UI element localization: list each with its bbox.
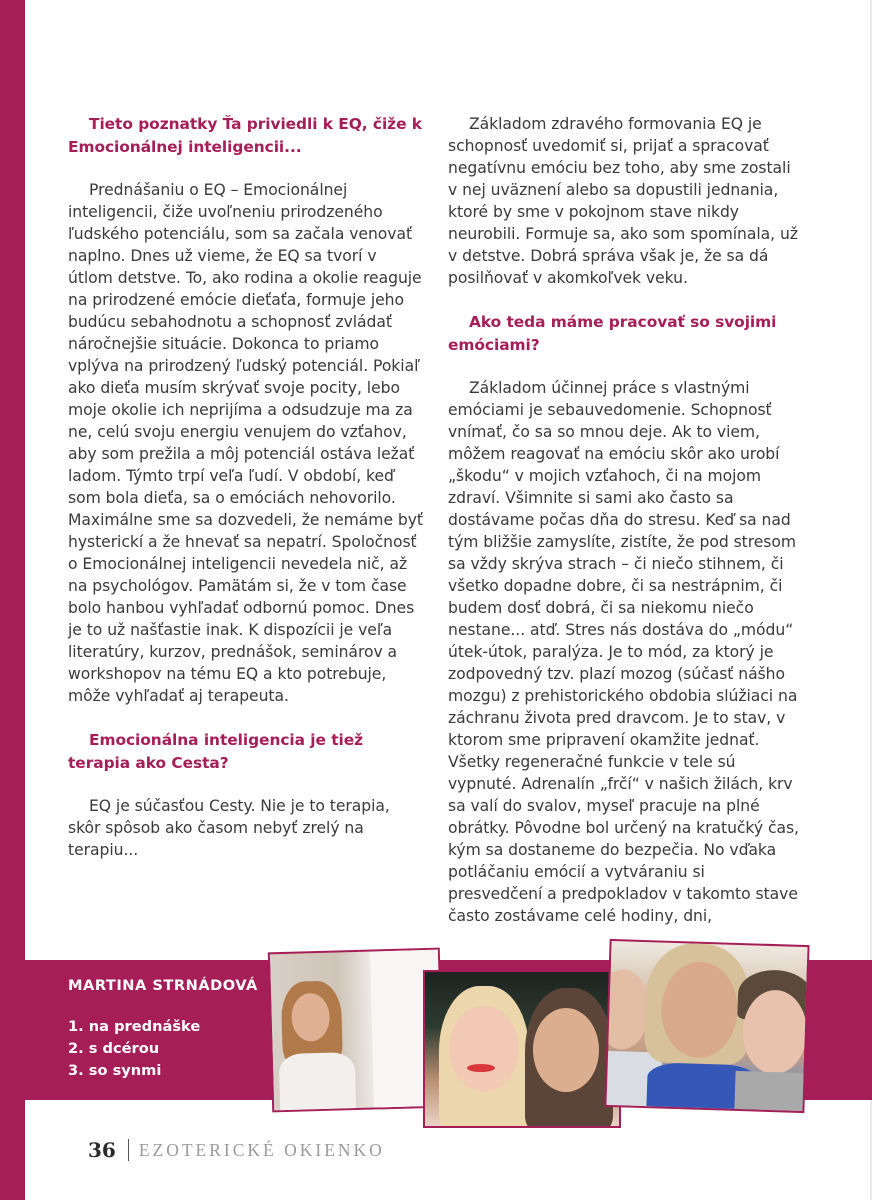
footer-divider [128, 1139, 129, 1161]
photo-with-daughter [423, 970, 621, 1128]
paragraph: Prednášaniu o EQ – Emocionálnej inteligencii, čiže uvoľneniu prirodzeného ľudského potenciálu, som sa začala venovať naplno. Dnes už vieme, že EQ sa tvorí v útlom detstve. To, ako rodina a okolie reaguje na prirodzené emócie dieťaťa, formuje jeho budúcu sebahodnotu a schopnosť zvládať náročnejšie situácie. Dokonca to priamo vplýva na prirodzený ľudský potenciál. Pokiaľ ako dieťa musím skrývať svoje pocity, lebo moje okolie ich neprijíma a odsudzuje ma za ne, celú svoju energiu venujem do vzťahov, aby som prežila a môj potenciál ostáva ležať ladom. Týmto trpí veľa ľudí. V období, keď som bola dieťa, sa o emóciách nehovorilo. Maximálne sme sa dozvedeli, že nemáme byť hysterickí a že hnevať sa nepatrí. Spoločnosť o Emocionálnej inteligencii nevedela nič, až na psychológov. Pamätám si, že v tom čase bolo hanbou vyhľadať odbornú pomoc. Dnes je to už našťastie inak. K dispozícii je veľa literatúry, kurzov, prednášok, seminárov a workshopov na tému EQ a kto potrebuje, môže vyhľadať aj terapeuta. [68, 181, 423, 705]
section-heading: Emocionálna inteligencia je tiež terapia ako Cesta? [68, 731, 364, 772]
mother-face [533, 1008, 599, 1092]
left-accent-bar [0, 0, 25, 1200]
daughter-face [449, 1006, 519, 1092]
caption-item: 1. na prednáške [68, 1018, 201, 1035]
son-right-face [742, 989, 809, 1075]
section-heading: Ako teda máme pracovať so svojimi emóciami? [448, 313, 777, 354]
magazine-name: EZOTERICKÉ OKIENKO [138, 1139, 385, 1160]
section-heading: Tieto poznatky Ťa priviedli k EQ, čiže k Emocionálnej inteligencii... [68, 115, 422, 156]
person-shirt [279, 1052, 357, 1112]
photo-with-sons [604, 939, 809, 1113]
page-footer [88, 1138, 385, 1162]
article-column-left [68, 113, 424, 883]
page-number: 36 [88, 1138, 116, 1162]
son-right-shirt [734, 1071, 807, 1113]
caption-person-name: MARTINA STRNÁDOVÁ [68, 977, 258, 994]
paragraph: Základom zdravého formovania EQ je schopnosť uvedomiť si, prijať a spracovať negatívnu emóciu bez toho, aby sme zostali v nej uväznení alebo sa dopustili jednania, ktoré by sme v pokojnom stave nikdy neurobili. Formuje sa, ako som spomínala, už v detstve. Dobrá správa však je, že sa dá posilňovať v akomkoľvek veku. [448, 115, 798, 287]
daughter-lips [467, 1064, 495, 1072]
paragraph: Základom účinnej práce s vlastnými emóciami je sebauvedomenie. Schopnosť vnímať, čo sa so mnou deje. Ak to viem, môžem reagovať na emóciu skôr ako urobí „škodu“ v mojich vzťahoch, či na mojom zdraví. Všimnite si sami ako často sa dostávame počas dňa do stresu. Keď sa nad tým bližšie zamyslíte, zistíte, že pod stresom sa vždy skrýva strach – či niečo stihnem, či všetko dopadne dobre, či sa nestrápnim, či budem dosť dobrá, či sa niekomu niečo nestane... atď. Stres nás dostáva do „módu“ útek-útok, paralýza. Je to mód, za ktorý je zodpovedný tzv. plazí mozog (súčasť nášho mozgu) z prehistorického obdobia slúžiaci na záchranu života pred dravcom. Je to stav, v ktorom sme pripravení okamžite jednať. Všetky regeneračné funkcie v tele sú vypnuté. Adrenalín „frčí“ v našich žilách, krv sa valí do svalov, myseľ pracuje na plné obrátky. Pôvodne bol určený na kratučký čas, kým sa dostaneme do bezpečia. No vďaka potláčaniu emócií a vytváraniu si presvedčení a predpokladov v takomto stave často zostávame celé hodiny, dni, [448, 379, 799, 925]
paragraph: EQ je súčasťou Cesty. Nie je to terapia, skôr spôsob ako časom nebyť zrelý na terapiu... [68, 797, 390, 859]
article-column-right [448, 113, 800, 949]
photo-caption [68, 977, 258, 1082]
caption-item: 3. so synmi [68, 1062, 162, 1079]
caption-item: 2. s dcérou [68, 1040, 160, 1057]
photo-lecture [268, 948, 444, 1113]
